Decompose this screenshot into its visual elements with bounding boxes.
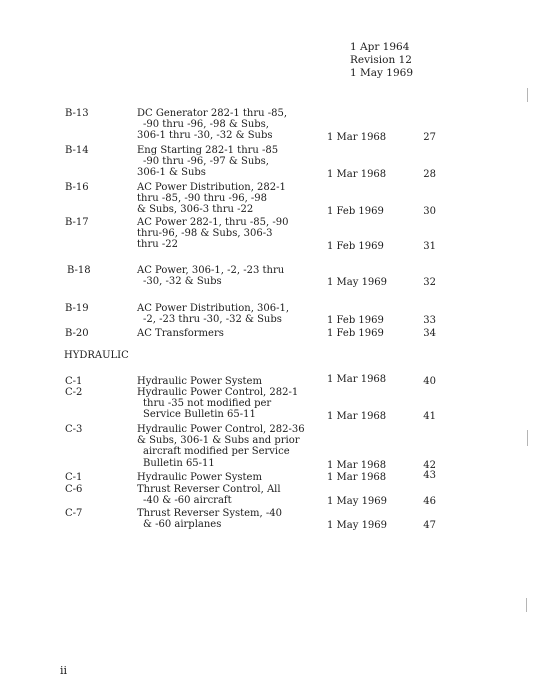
entry-date: 1 Mar 1968 — [327, 374, 387, 385]
entry-code: B-14 — [65, 145, 89, 156]
entry-description — [137, 303, 322, 325]
description-line: & Subs, 306-1 & Subs and prior — [137, 435, 300, 447]
entry-code: C-6 — [65, 484, 83, 495]
entry-code: B-19 — [65, 303, 89, 314]
revision-date: 1 May 1969 — [350, 67, 414, 79]
entry-description — [137, 145, 322, 179]
entry-description — [137, 508, 322, 530]
entry-page: 32 — [423, 277, 436, 288]
description-line: -2, -23 thru -30, -32 & Subs — [143, 314, 282, 326]
entry-description — [137, 376, 322, 387]
description-line: Hydraulic Power Control, 282-36 — [137, 424, 305, 435]
section-heading-hydraulic: HYDRAULIC — [64, 350, 129, 361]
issue-date: 1 Apr 1964 — [350, 41, 410, 53]
description-line: Hydraulic Power System — [137, 472, 262, 483]
entry-description — [137, 424, 322, 469]
entry-description — [137, 182, 322, 216]
description-line: thru-96, -98 & Subs, 306-3 — [137, 228, 273, 240]
entry-date: 1 Feb 1969 — [327, 328, 384, 339]
entry-description — [137, 328, 322, 339]
scan-mark — [526, 598, 527, 612]
entry-date: 1 May 1969 — [327, 277, 388, 288]
description-line: 306-1 & Subs — [137, 167, 206, 179]
description-line: Hydraulic Power Control, 282-1 — [137, 387, 299, 398]
scan-mark — [527, 88, 528, 102]
entry-page: 34 — [423, 328, 436, 339]
entry-page: 41 — [423, 411, 436, 422]
entry-code: B-16 — [65, 182, 89, 193]
entry-description — [137, 387, 322, 421]
description-line: AC Power Distribution, 282-1 — [137, 182, 286, 193]
description-line: 306-1 thru -30, -32 & Subs — [137, 130, 273, 142]
description-line: Eng Starting 282-1 thru -85 — [137, 145, 279, 156]
entry-description — [137, 217, 322, 251]
entry-page: 33 — [423, 315, 436, 326]
description-line: Bulletin 65-11 — [143, 457, 215, 469]
description-line: -40 & -60 aircraft — [143, 495, 232, 507]
description-line: & -60 airplanes — [143, 519, 222, 531]
entry-date: 1 Mar 1968 — [327, 132, 387, 143]
entry-page: 43 — [423, 470, 436, 481]
entry-date: 1 Feb 1969 — [327, 206, 384, 217]
entry-date: 1 Mar 1968 — [327, 169, 387, 180]
entry-description — [137, 265, 322, 287]
scan-mark — [527, 430, 528, 446]
entry-code: B-18 — [67, 265, 91, 276]
entry-code: C-2 — [65, 387, 83, 398]
entry-description — [137, 484, 322, 506]
revision-number: Revision 12 — [350, 54, 412, 66]
description-line: DC Generator 282-1 thru -85, — [137, 108, 287, 119]
description-line: -90 thru -96, -97 & Subs, — [143, 156, 269, 168]
description-line: -90 thru -96, -98 & Subs, — [143, 119, 269, 131]
description-line: AC Transformers — [137, 328, 224, 339]
description-line: AC Power Distribution, 306-1, — [137, 303, 290, 314]
description-line: thru -35 not modified per — [143, 398, 272, 410]
entry-page: 27 — [423, 132, 436, 143]
description-line: AC Power, 306-1, -2, -23 thru — [137, 265, 285, 276]
entry-page: 46 — [423, 496, 436, 507]
entry-description — [137, 108, 322, 142]
entry-date: 1 Mar 1968 — [327, 460, 387, 471]
entry-code: B-17 — [65, 217, 89, 228]
description-line: thru -22 — [137, 239, 178, 251]
entry-page: 30 — [423, 206, 436, 217]
entry-page: 31 — [423, 241, 436, 252]
description-line: Service Bulletin 65-11 — [143, 409, 256, 421]
description-line: Thrust Reverser Control, All — [137, 484, 281, 495]
description-line: thru -85, -90 thru -96, -98 — [137, 193, 268, 205]
entry-code: C-7 — [65, 508, 83, 519]
description-line: aircraft modified per Service — [143, 446, 290, 458]
entry-date: 1 May 1969 — [327, 496, 388, 507]
entry-code: C-3 — [65, 424, 83, 435]
entry-date: 1 Feb 1969 — [327, 315, 384, 326]
entry-page: 40 — [423, 376, 436, 387]
entry-date: 1 Mar 1968 — [327, 411, 387, 422]
description-line: -30, -32 & Subs — [143, 276, 222, 288]
entry-date: 1 Feb 1969 — [327, 241, 384, 252]
description-line: Hydraulic Power System — [137, 376, 262, 387]
entry-description — [137, 472, 322, 483]
entry-page: 42 — [423, 460, 436, 471]
description-line: & Subs, 306-3 thru -22 — [137, 204, 254, 216]
entry-code: C-1 — [65, 472, 83, 483]
entry-code: B-20 — [65, 328, 89, 339]
entry-page: 47 — [423, 520, 436, 531]
page-number: ii — [60, 664, 68, 677]
entry-code: C-1 — [65, 376, 83, 387]
description-line: Thrust Reverser System, -40 — [137, 508, 282, 519]
revision-header — [350, 41, 413, 80]
entry-date: 1 Mar 1968 — [327, 472, 387, 483]
entry-date: 1 May 1969 — [327, 520, 388, 531]
description-line: AC Power 282-1, thru -85, -90 — [137, 217, 289, 228]
entry-code: B-13 — [65, 108, 89, 119]
entry-page: 28 — [423, 169, 436, 180]
